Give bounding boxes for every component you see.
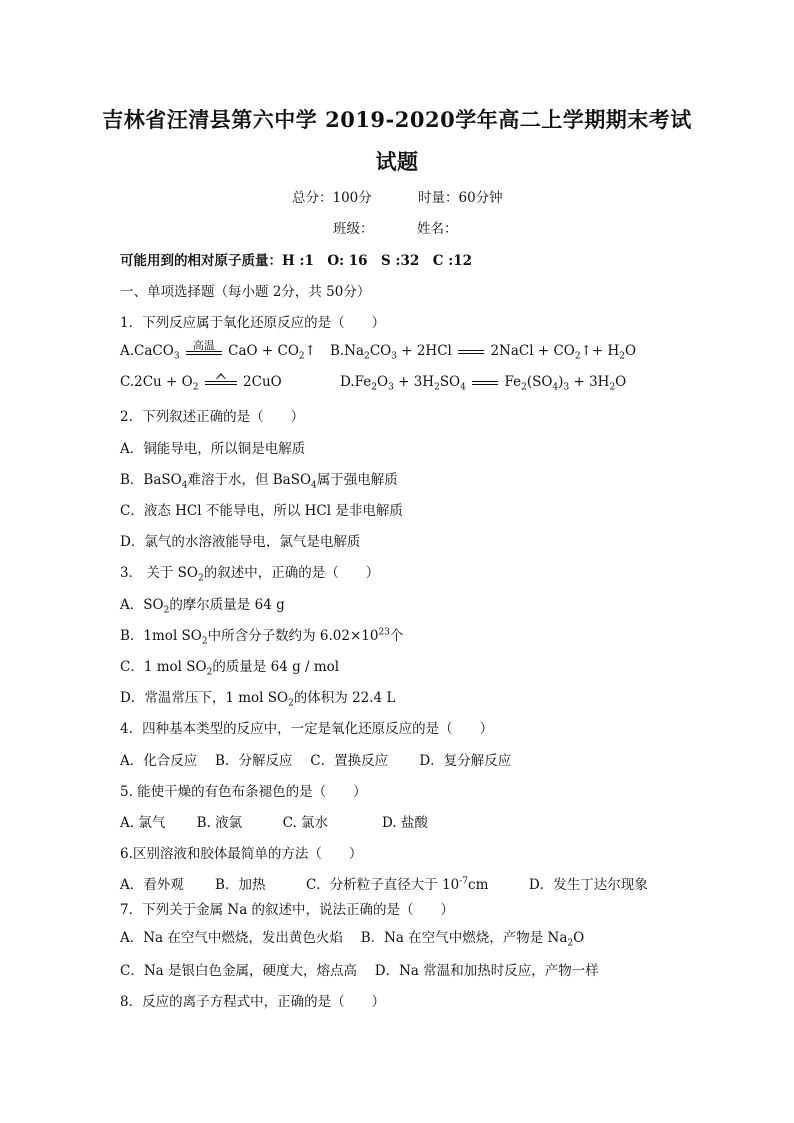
total-score: 总分：100分 [292, 190, 372, 206]
question-4: 4．四种基本类型的反应中，一定是氧化还原反应的是（ ） [120, 721, 494, 737]
q2-option-a: A．铜能导电，所以铜是电解质 [120, 441, 306, 457]
q1-option-a: A.CaCO$_3$ 高温 CaO + $CO_2↑$ [120, 338, 316, 362]
name-field: 姓名： [417, 221, 458, 237]
q1-option-c: $C.2Cu + O_2$ 2CuO [120, 374, 282, 393]
question-7: 7．下列关于金属 Na 的叙述中，说法正确的是（ ） [120, 902, 455, 918]
q2-option-d: D．氯气的水溶液能导电，氯气是电解质 [120, 534, 361, 550]
question-1: 1．下列反应属于氧化还原反应的是（ ） [120, 315, 386, 331]
q3-option-c: C．1 mol $SO_2$的质量是 64 g / mol [120, 659, 340, 678]
q3-option-d: D．常温常压下，1 mol $SO_2$的体积为 22.4 L [120, 690, 396, 709]
q1-option-b: $B.Na_2CO_3 + 2HCl$ 2NaCl + $CO_2↑+ H_2O$ [330, 343, 637, 362]
exam-title: 吉林省汪清县第六中学 2019-2020学年高二上学期期末考试 [102, 107, 692, 132]
q6-options: A．看外观 B．加热 C．分析粒子直径大于 $10^{-7}cm$ D．发生丁达尔现象 [120, 876, 648, 893]
atomic-mass: 可能用到的相对原子质量：H :1 O: 16 S :32 C :12 [120, 253, 472, 269]
reaction-condition: 高温 [184, 345, 224, 359]
question-3: 3． 关于 $SO_2$的叙述中，正确的是（ ） [120, 565, 380, 584]
exam-title-line2: 试题 [375, 149, 419, 174]
q2-option-b: B．BaSO$_4$难溶于水，但 BaSO$_4$属于强电解质 [120, 472, 398, 491]
question-2: 2．下列叙述正确的是（ ） [120, 409, 305, 425]
time-limit: 时量：60分钟 [418, 190, 503, 206]
question-6: 6.区别溶液和胶体最简单的方法（ ） [120, 846, 363, 862]
q3-option-b: B．1mol $SO_2$中所含分子数约为 $6.02\times 10^{23}$个 [120, 627, 404, 647]
question-5: 5. 能使干燥的有色布条褪色的是（ ） [120, 784, 367, 800]
q7-options-cd: C．Na 是银白色金属，硬度大，熔点高 D．Na 常温和加热时反应，产物一样 [120, 963, 599, 979]
section-heading: 一、单项选择题（每小题 2分，共 50分） [120, 284, 371, 300]
q5-options: A. 氯气 B. 液氯 C. 氯水 D. 盐酸 [120, 815, 428, 831]
class-field: 班级： [333, 221, 374, 237]
question-8: 8．反应的离子方程式中，正确的是（ ） [120, 994, 386, 1010]
q7-options-ab: A．Na 在空气中燃烧，发出黄色火焰 B．Na 在空气中燃烧，产物是 $Na_2O$ [120, 930, 585, 949]
equals-sign [456, 346, 486, 358]
equals-sign [470, 377, 500, 389]
q1-option-d: $D.Fe_2O_3 + 3H_2SO_4$ $Fe_2(SO_4)_3 + 3H_2O$ [340, 374, 627, 393]
q2-option-c: C．液态 HCl 不能导电，所以 HCl 是非电解质 [120, 503, 403, 519]
heat-equals-sign [203, 377, 239, 389]
q3-option-a: A．$SO_2$的摩尔质量是 64 g [120, 597, 285, 616]
q4-options: A．化合反应 B．分解反应 C．置换反应 D．复分解反应 [120, 753, 512, 769]
